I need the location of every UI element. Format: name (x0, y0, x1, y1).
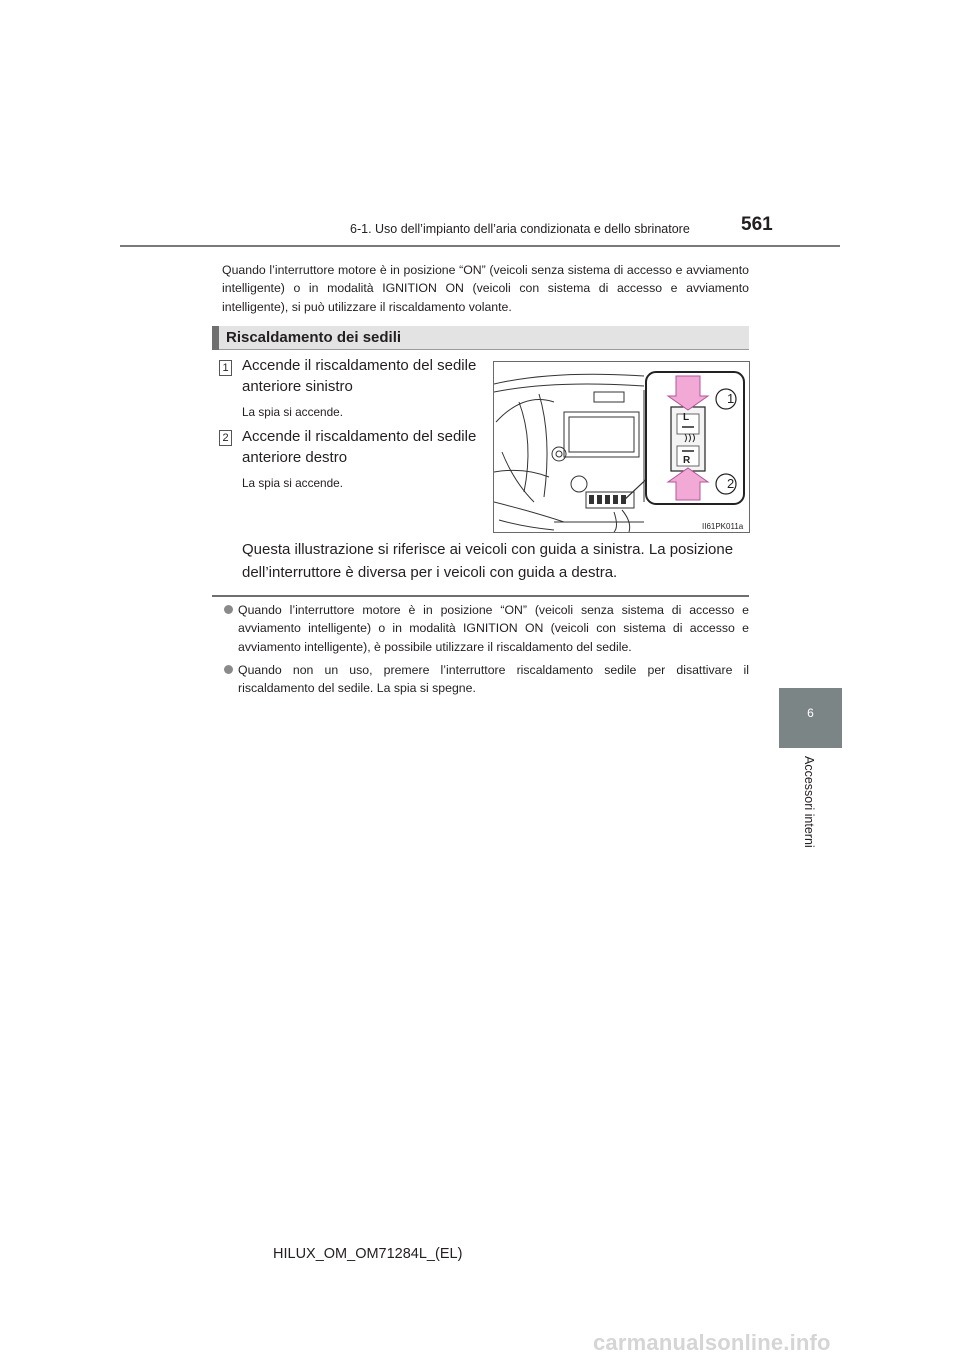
item-2-title-line2: anteriore destro (242, 449, 348, 466)
item-1-title-line1: Accende il riscaldamento del sedile (242, 357, 477, 374)
section-heading-text: Riscaldamento dei sedili (226, 329, 402, 346)
item-2-title-line1: Accende il riscaldamento del sedile (242, 428, 477, 445)
section-heading (212, 326, 749, 350)
note-text-2: Quando non un uso, premere l’interruttore riscaldamento sedile per disattivare il riscaldamento del sedile. La spia si spegne. (238, 663, 749, 696)
item-2-note: La spia si accende. (242, 476, 343, 490)
bullet-icon (224, 605, 233, 614)
watermark: carmanualsonline.info (593, 1330, 831, 1355)
dashboard-drawing (494, 362, 749, 532)
switch-label-left: L (683, 412, 690, 423)
notes-divider (212, 595, 749, 597)
item-2-number: 2 (219, 430, 232, 446)
intro-paragraph: Quando l’interruttore motore è in posizione “ON” (veicoli senza sistema di accesso e avviamento intelligente) o in modalità IGNITION ON (veicoli con sistema di accesso e avviamento intelligente), si può utilizzare il riscaldamento volante. (222, 263, 749, 314)
illustration-code: II61PK011a (702, 522, 744, 531)
bullet-icon (224, 665, 233, 674)
seat-heater-illustration (493, 361, 750, 533)
header-section-title: 6-1. Uso dell’impianto dell’aria condizionata e dello sbrinatore (350, 222, 690, 236)
section-heading-bar (212, 326, 219, 350)
item-1-title-line2: anteriore sinistro (242, 378, 353, 395)
illustration-caption: Questa illustrazione si riferisce ai veicoli con guida a sinistra. La posizione dell’interruttore è diversa per i veicoli con guida a destra. (242, 541, 734, 581)
note-text-1: Quando l’interruttore motore è in posizione “ON” (veicoli senza sistema di accesso e avviamento intelligente) o in modalità IGNITION ON (veicoli con sistema di accesso e avviamento intelligente), è possibile utilizzare il riscaldamento del sedile. (238, 603, 749, 654)
callout-number-2: 2 (727, 476, 735, 491)
chapter-number: 6 (807, 706, 814, 720)
page-number: 561 (741, 214, 773, 235)
switch-label-right: R (683, 455, 691, 466)
chapter-tab (779, 688, 842, 748)
callout-number-1: 1 (727, 391, 735, 406)
footer-code: HILUX_OM_OM71284L_(EL) (273, 1246, 463, 1262)
header-rule (120, 245, 840, 247)
note-item-2 (224, 661, 749, 698)
chapter-label: Accessori interni (802, 756, 816, 848)
note-item-1 (224, 601, 749, 656)
item-1-number: 1 (219, 360, 232, 376)
item-1-note: La spia si accende. (242, 405, 343, 419)
